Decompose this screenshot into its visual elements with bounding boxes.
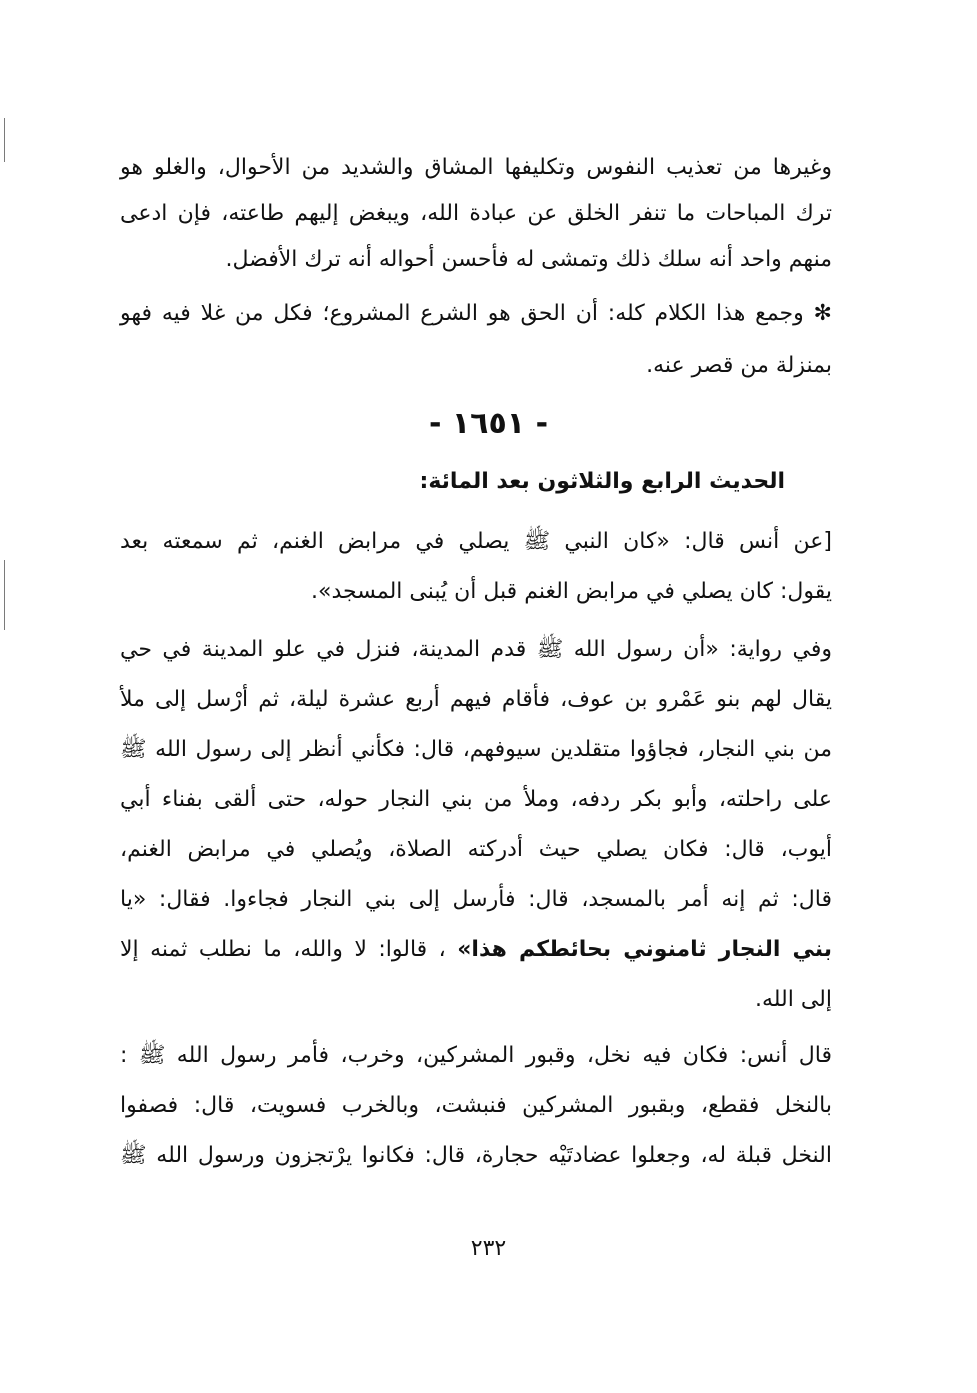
bold-quote: بني النجار ثامنوني بحائطكم هذا» bbox=[457, 937, 832, 962]
text-fragment: ، قالوا: لا والله، ما نطلب ثمنه إلا bbox=[120, 937, 446, 962]
text-line: قال أنس: فكان فيه نخل، وقبور المشركين، وخرب، فأمر رسول الله ﷺ : bbox=[120, 1043, 832, 1068]
text-line: إلى الله. bbox=[754, 987, 832, 1012]
text-line: بمنزلة من قصر عنه. bbox=[646, 353, 832, 378]
page-number: ٢٣٢ bbox=[470, 1236, 507, 1261]
text-line: أيوب، قال: فكان يصلي حيث أدركته الصلاة، ويُصلي في مرابض الغنم، bbox=[120, 837, 832, 862]
text-line: [عن أنس قال: «كان النبي ﷺ يصلي في مرابض الغنم، ثم سمعته بعد bbox=[120, 529, 832, 554]
text-line: بالنخل فقطع، وبقبور المشركين فنبشت، وبالخرب فسويت، قال: فصفوا bbox=[120, 1093, 832, 1118]
text-line: على راحلته، وأبو بكر ردفه، وملأ من بني النجار حوله، حتى ألقى بفناء أبي bbox=[120, 787, 832, 812]
text-line: منهم واحد أنه سلك ذلك وتمشى له فأحسن أحواله أنه ترك الأفضل. bbox=[225, 247, 832, 272]
text-line: من بني النجار، فجاؤوا متقلدين سيوفهم، قال: فكأني أنظر إلى رسول الله ﷺ bbox=[120, 737, 832, 762]
text-line: النخل قبلة له، وجعلوا عضادتَيْه حجارة، قال: فكانوا يرْتجزون ورسول الله ﷺ bbox=[120, 1143, 832, 1168]
scan-edge-mark bbox=[4, 560, 5, 630]
text-line: يقال لهم بنو عَمْرو بن عوف، فأقام فيهم أربع عشرة ليلة، ثم أرْسل إلى ملأ bbox=[120, 687, 832, 712]
hadith-title: الحديث الرابع والثلاثون بعد المائة: bbox=[419, 469, 785, 494]
section-number: - ١٦٥١ - bbox=[428, 406, 549, 441]
text-line: وغيرها من تعذيب النفوس وتكليفها المشاق والشديد من الأحوال، والغلو هو bbox=[120, 155, 832, 180]
text-line: يقول: كان يصلي في مرابض الغنم قبل أن يُبنى المسجد». bbox=[311, 579, 832, 604]
scan-edge-mark bbox=[4, 118, 5, 162]
text-line: ترك المباحات ما تنفر الخلق عن عبادة الله، ويبغض إليهم طاعته، فإن ادعى bbox=[120, 201, 832, 226]
text-line: ✻ وجمع هذا الكلام كله: أن الحق هو الشرع المشروع؛ فكل من غلا فيه فهو bbox=[120, 301, 832, 326]
text-line: قال: ثم إنه أمر بالمسجد، قال: فأرسل إلى بني النجار فجاءوا. فقال: «يا bbox=[120, 887, 832, 912]
text-line: وفي رواية: «أن رسول الله ﷺ قدم المدينة، فنزل في علو المدينة في حي bbox=[120, 637, 832, 662]
text-line bbox=[120, 932, 832, 968]
